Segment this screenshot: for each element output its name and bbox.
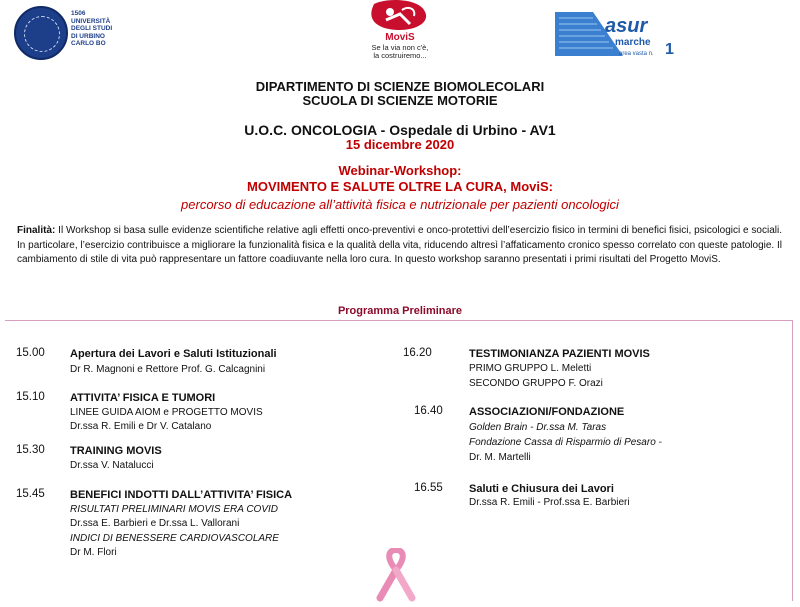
school-title: SCUOLA DI SCIENZE MOTORIE xyxy=(302,93,498,108)
program-item-title: ATTIVITA’ FISICA E TUMORI xyxy=(70,392,216,404)
program-item-line: Dr.ssa V. Natalucci xyxy=(70,460,154,471)
movis-logo-tagline-1: Se la via non c'è, xyxy=(371,43,429,52)
finalita-paragraph xyxy=(17,224,782,268)
event-subtitle: percorso di educazione all’attività fisica e nutrizionale per pazienti oncologici xyxy=(181,197,619,212)
program-item-line: Golden Brain - Dr.ssa M. Taras xyxy=(469,422,607,433)
department-title: DIPARTIMENTO DI SCIENZE BIOMOLECOLARI xyxy=(255,79,545,94)
webinar-label: Webinar-Workshop: xyxy=(338,163,462,178)
asur-logo-region: marche xyxy=(615,37,651,48)
program-item-line: Dr.ssa R. Emili e Dr V. Catalano xyxy=(70,421,212,432)
uoc-title: U.O.C. ONCOLOGIA - Ospedale di Urbino - AV1 xyxy=(244,122,556,138)
program-item-line: Dr R. Magnoni e Rettore Prof. G. Calcagnini xyxy=(70,364,266,375)
event-date: 15 dicembre 2020 xyxy=(345,137,455,152)
program-item-line: Dr.ssa R. Emili - Prof.ssa E. Barbieri xyxy=(469,497,630,508)
program-time: 15.30 xyxy=(16,444,45,456)
pink-ribbon-icon xyxy=(372,548,420,602)
asur-logo-area: area vasta n. xyxy=(619,51,654,57)
program-item-line: Dr.ssa E. Barbieri e Dr.ssa L. Vallorani xyxy=(70,518,240,529)
program-item-title: TRAINING MOVIS xyxy=(70,445,162,457)
event-title: MOVIMENTO E SALUTE OLTRE LA CURA, MoviS: xyxy=(247,179,553,194)
movis-logo-tagline-2: la costruiremo... xyxy=(373,51,427,60)
asur-logo xyxy=(553,10,683,58)
program-item-line: SECONDO GRUPPO F. Orazi xyxy=(469,378,603,389)
movis-logo xyxy=(356,0,444,60)
program-time: 16.40 xyxy=(414,405,443,417)
finalita-text: Il Workshop si basa sulle evidenze scientifiche relative agli effetti onco-preventivi e onco-protettivi dell’esercizio fisico in termini di benefici fisici, psicologici e sociali. In particolare, l’esercizio contribuisce a migliorare la funzionalità fisica e la qualità della vita, riducendo altresì l’affaticamento cronico spesso correlato con queste patologie. Il cambiamento di stile di vita può rappresentare un fattore coadiuvante nella loro cura. In questo workshop saranno presentati i primi risultati del Progetto MoviS. xyxy=(17,225,782,266)
movis-logo-name: MoviS xyxy=(385,32,415,43)
program-time: 15.45 xyxy=(16,488,45,500)
finalita-label: Finalità: xyxy=(17,225,56,236)
program-time: 15.10 xyxy=(16,391,45,403)
program-time: 16.20 xyxy=(403,347,432,359)
program-time: 15.00 xyxy=(16,347,45,359)
program-item-title: Saluti e Chiusura dei Lavori xyxy=(469,483,614,495)
university-seal-icon xyxy=(14,6,68,60)
program-title: Programma Preliminare xyxy=(337,305,463,317)
program-item-line: Dr M. Flori xyxy=(70,547,117,558)
program-item-title: ASSOCIAZIONI/FONDAZIONE xyxy=(469,406,625,418)
program-item-title: TESTIMONIANZA PAZIENTI MOVIS xyxy=(469,348,650,360)
program-item-line: INDICI DI BENESSERE CARDIOVASCOLARE xyxy=(70,533,279,544)
university-name: 1506 UNIVERSITÀ DEGLI STUDI DI URBINO CARLO BO xyxy=(71,10,113,47)
program-time: 16.55 xyxy=(414,482,443,494)
program-item-line: LINEE GUIDA AIOM e PROGETTO MOVIS xyxy=(70,407,263,418)
program-item-title: BENEFICI INDOTTI DALL’ATTIVITA’ FISICA xyxy=(70,489,293,501)
asur-logo-number: 1 xyxy=(665,41,674,58)
program-item-line: Fondazione Cassa di Risparmio di Pesaro - xyxy=(469,437,662,448)
university-logo xyxy=(14,6,113,58)
asur-logo-name: asur xyxy=(605,15,648,37)
program-item-line: Dr. M. Martelli xyxy=(469,452,531,463)
program-item-line: PRIMO GRUPPO L. Meletti xyxy=(469,363,592,374)
program-item-title: Apertura dei Lavori e Saluti Istituzionali xyxy=(70,348,277,360)
program-item-line: RISULTATI PRELIMINARI MOVIS ERA COVID xyxy=(70,504,278,515)
